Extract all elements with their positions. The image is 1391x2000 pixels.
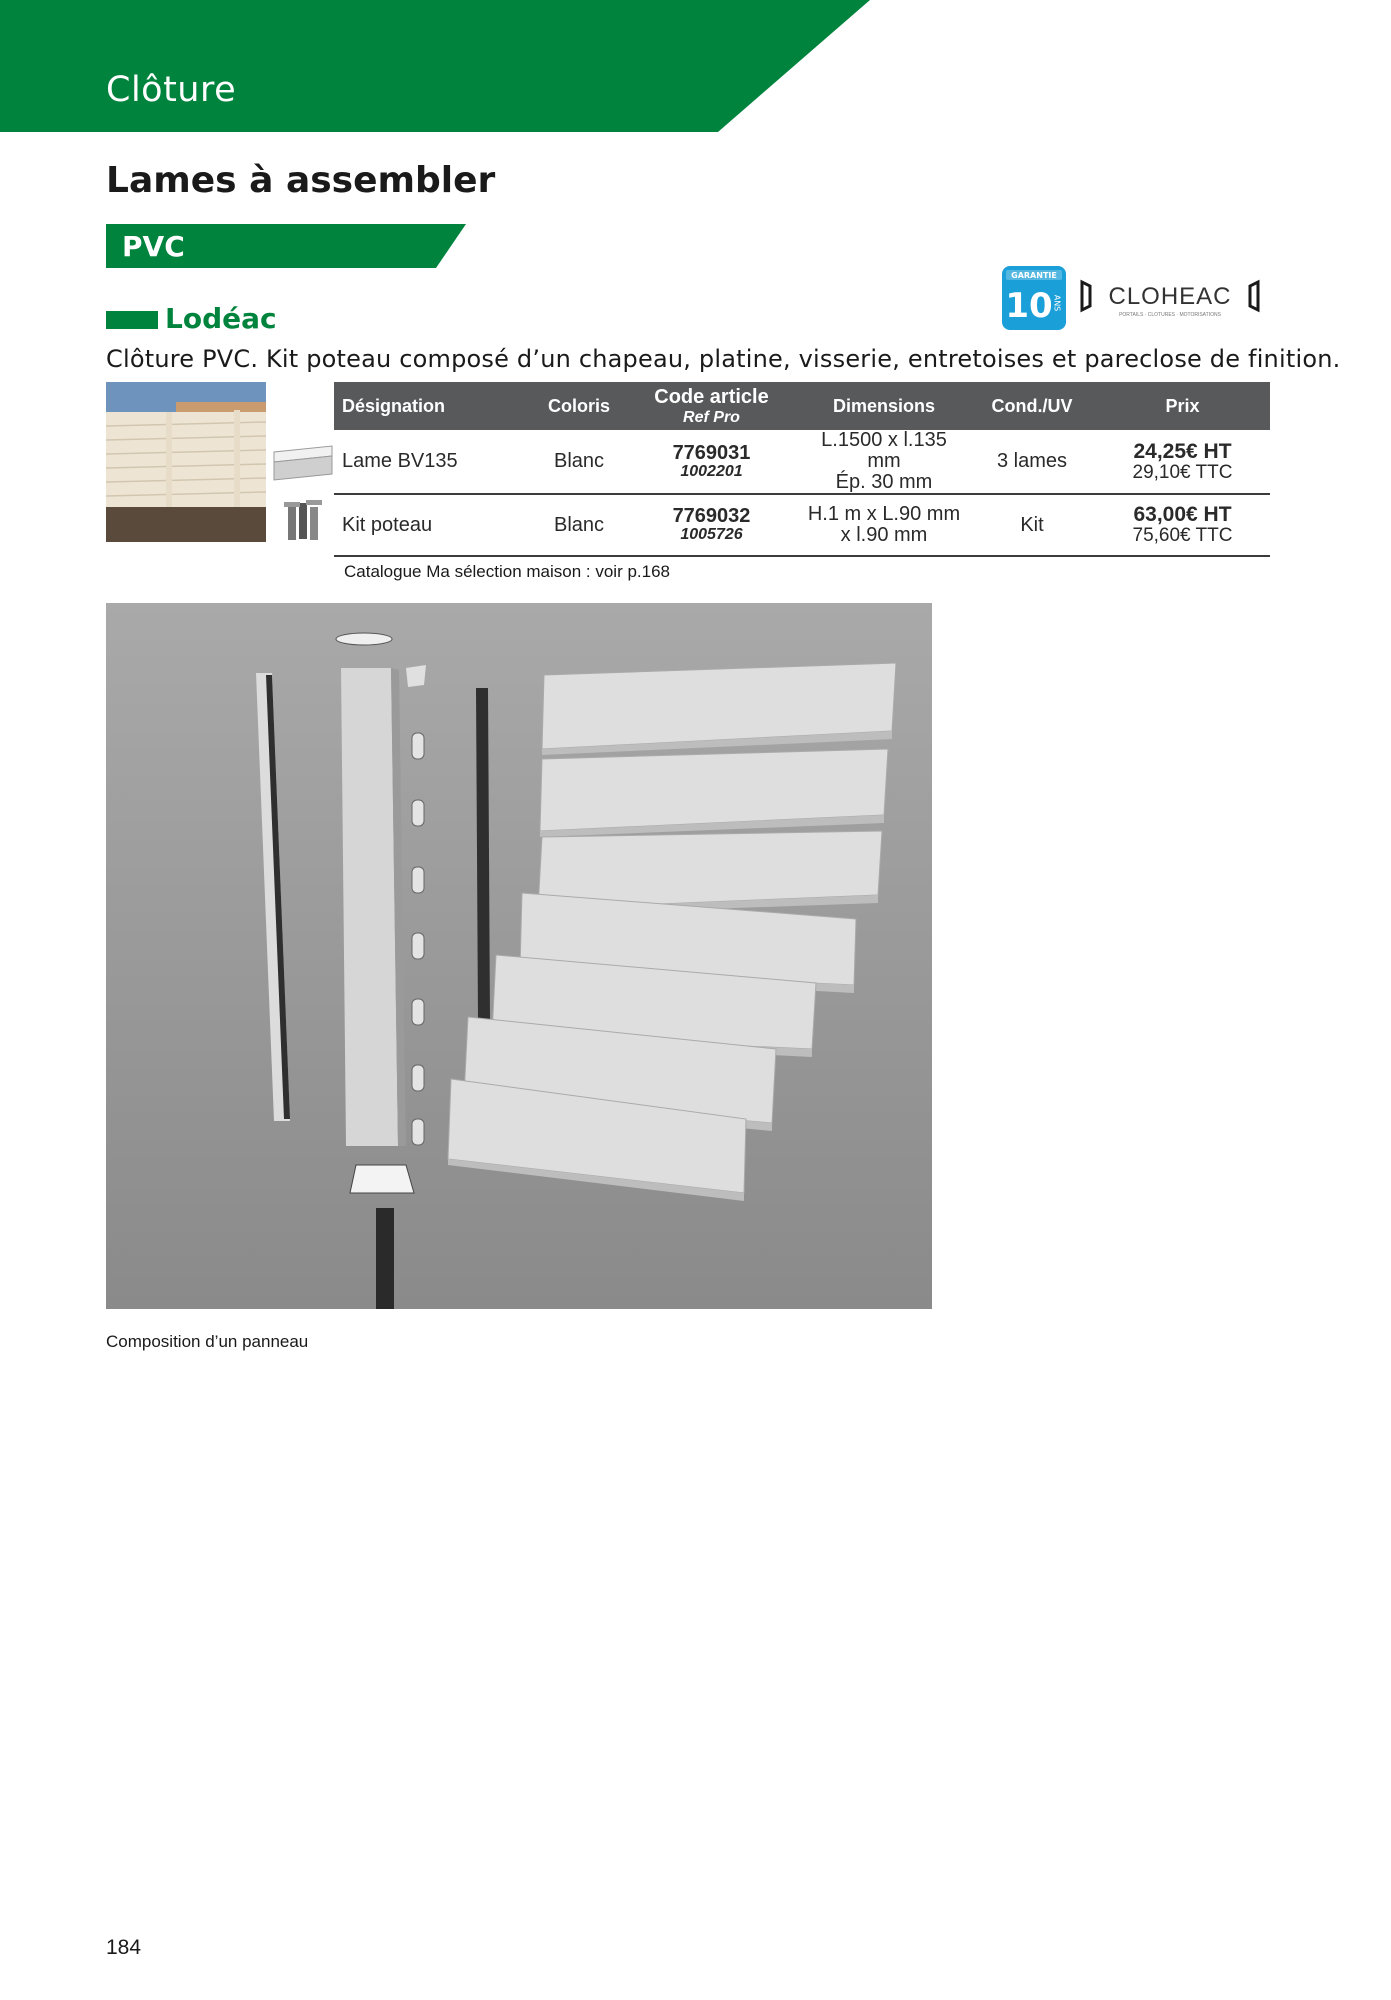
col-code-sub: Ref Pro: [683, 408, 740, 426]
product-line-marker: [106, 311, 158, 329]
price-ttc: 29,10€ TTC: [1132, 461, 1233, 483]
col-dimensions: Dimensions: [799, 382, 969, 430]
price-ht: 63,00€ HT: [1133, 503, 1232, 526]
cell-coloris: Blanc: [534, 494, 624, 556]
cell-code: [624, 494, 799, 556]
lame-thumbnail: [272, 438, 334, 482]
cell-code: [624, 430, 799, 494]
material-label: PVC: [122, 230, 185, 263]
badge-suffix: ANS: [1052, 294, 1062, 312]
dimension-line-1: H.1 m x L.90 mm: [807, 503, 961, 525]
dimension-line-1: L.1500 x l.135 mm: [821, 429, 947, 472]
fence-photo: [106, 382, 266, 542]
price-ht: 24,25€ HT: [1133, 439, 1232, 463]
cell-coloris: Blanc: [534, 430, 624, 494]
product-table: [334, 382, 1270, 557]
cell-prix: [1095, 430, 1270, 494]
catalog-note: Catalogue Ma sélection maison : voir p.168: [344, 562, 671, 581]
brand-name: CLOHEAC: [1108, 283, 1232, 310]
kit-poteau-thumbnail: [280, 498, 326, 544]
table-header-row: [334, 382, 1270, 430]
cell-cond: Kit: [969, 494, 1095, 556]
col-prix: Prix: [1095, 382, 1270, 430]
col-coloris: Coloris: [534, 382, 624, 430]
col-cond: Cond./UV: [969, 382, 1095, 430]
figure-caption: Composition d’un panneau: [106, 1332, 309, 1351]
cell-cond: 3 lames: [969, 430, 1095, 494]
col-code-main: Code article: [654, 385, 769, 408]
table-row: [334, 430, 1270, 494]
code-article: 7769031: [672, 441, 751, 464]
col-designation: Désignation: [334, 382, 534, 430]
brand-tagline: PORTAILS · CLOTURES · MOTORISATIONS: [1119, 312, 1221, 318]
dimension-line-2: x l.90 mm: [840, 524, 928, 546]
product-description: Clôture PVC. Kit poteau composé d’un chapeau, platine, visserie, entretoises et pareclose de finition.: [106, 345, 1341, 373]
page-number: 184: [106, 1936, 142, 1959]
price-ttc: 75,60€ TTC: [1132, 525, 1233, 547]
page-title: Lames à assembler: [106, 160, 496, 201]
cell-dimensions: [799, 430, 969, 494]
table-row: [334, 494, 1270, 556]
badge-number: 10: [1005, 286, 1053, 326]
section-title: Clôture: [106, 70, 237, 110]
code-article: 7769032: [672, 505, 751, 528]
ref-pro: 1002201: [680, 462, 743, 480]
col-code: [624, 382, 799, 430]
panel-composition-figure: [106, 603, 932, 1309]
cell-dimensions: [799, 494, 969, 556]
cell-designation: Kit poteau: [334, 494, 534, 556]
dimension-line-2: Ép. 30 mm: [835, 471, 933, 493]
guarantee-badge-icon: [1001, 265, 1067, 331]
badge-top-text: GARANTIE: [1011, 271, 1057, 280]
product-line-title: Lodéac: [165, 302, 277, 335]
cell-prix: [1095, 494, 1270, 556]
header-band: [0, 0, 870, 132]
cell-designation: Lame BV135: [334, 430, 534, 494]
cloheac-logo: [1080, 276, 1260, 320]
ref-pro: 1005726: [680, 526, 743, 544]
